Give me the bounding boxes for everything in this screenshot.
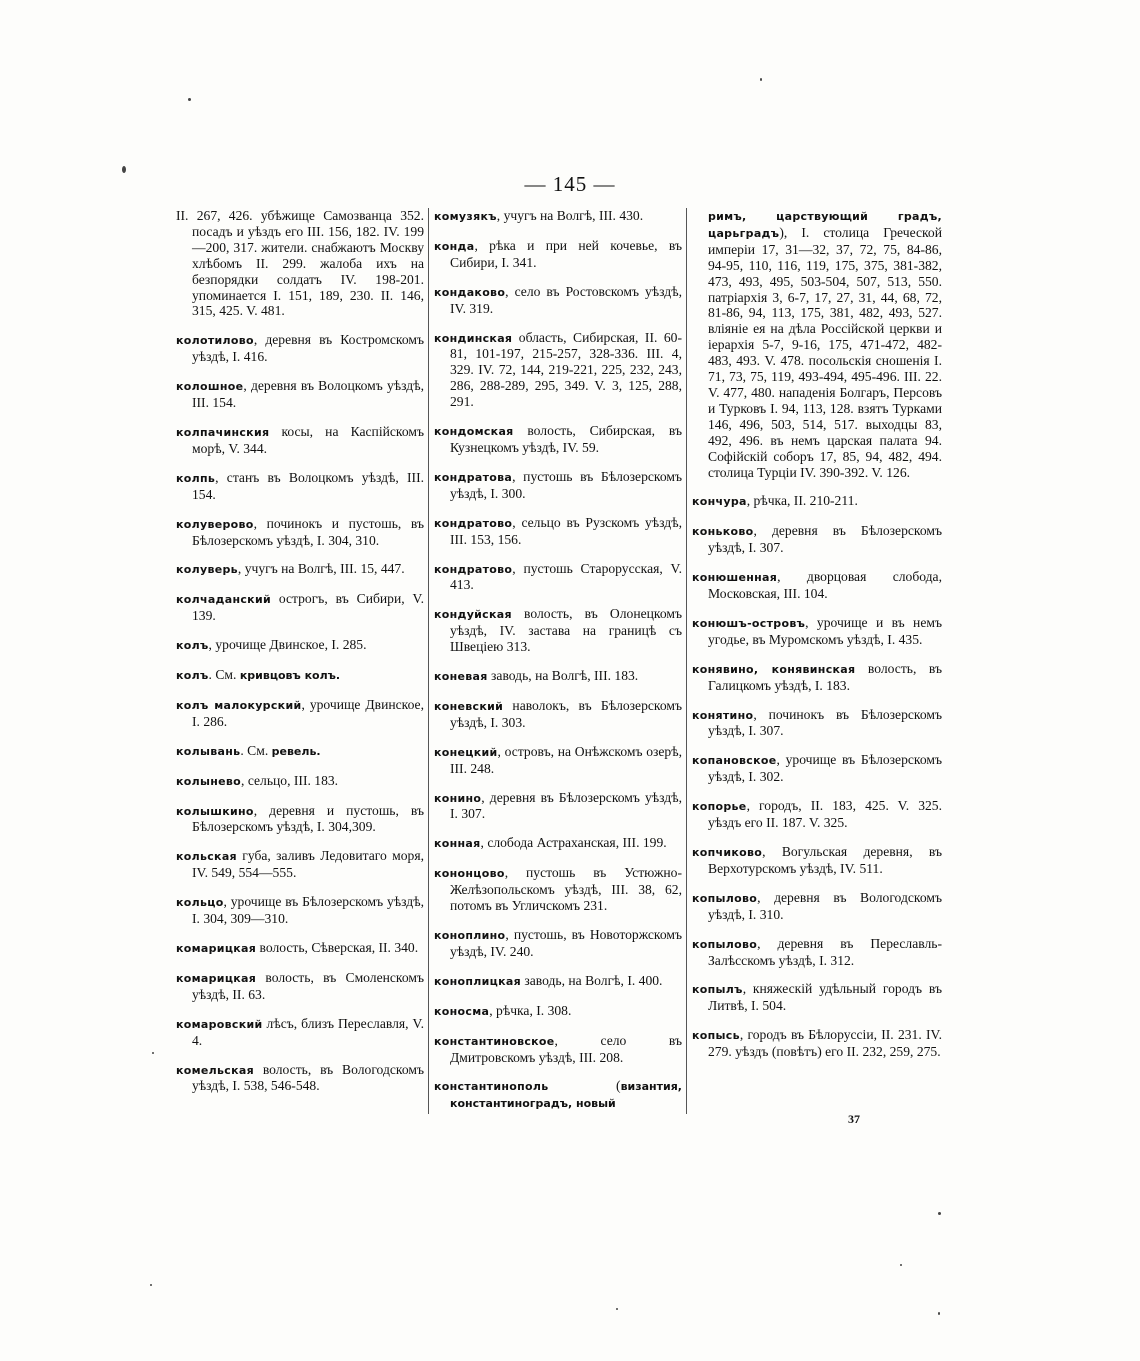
- entry-headword: конино: [434, 791, 482, 805]
- entry-headword: комарицкая: [176, 942, 257, 955]
- entry-headword: коносма: [434, 1004, 490, 1018]
- index-entry: [692, 707, 942, 740]
- entry-text: волость, въ Галицкомъ уѣздѣ, I. 183.: [708, 660, 943, 693]
- entry-text: волость, въ Смоленскомъ уѣздѣ, II. 63.: [192, 969, 424, 1002]
- index-entry: [692, 844, 942, 877]
- index-column-2: [434, 208, 682, 1125]
- entry-headword: кондратова: [434, 470, 513, 484]
- index-column-1: [176, 208, 424, 1107]
- entry-headword: коноплицкая: [434, 974, 521, 988]
- entry-text: II. 267, 426. убѣжище Самозванца 352. посадъ и уѣздъ его III. 156, 182. IV. 199—200, 317. жители. снабжаютъ Москву хлѣбомъ II. 299. жалоба ихъ на безпорядки солдатъ IV. 198-201. упоминается I. 151, 189, 230. II. 146, 315, 425. V. 481.: [176, 208, 424, 319]
- entry-headword: копылово: [692, 937, 758, 951]
- entry-text: (: [548, 1078, 621, 1094]
- index-entry: [434, 330, 682, 411]
- scan-speck: [900, 1264, 902, 1266]
- entry-headword: комузякъ: [434, 210, 497, 223]
- entry-text: , островъ, на Онѣжскомъ озерѣ, III. 248.: [450, 743, 682, 776]
- scan-speck: [122, 166, 126, 173]
- entry-text: губа, заливъ Ледовитаго моря, IV. 549, 554—555.: [192, 848, 424, 881]
- entry-text: , сельцо въ Рузскомъ уѣздѣ, III. 153, 156.: [450, 514, 682, 547]
- index-entry: [176, 894, 424, 927]
- entry-cross-reference: византия, константиноградъ, новый: [450, 1080, 682, 1111]
- index-entry: [176, 378, 424, 411]
- entry-cross-reference: кривцовъ колъ.: [239, 669, 341, 683]
- entry-headword: кончура: [692, 495, 747, 509]
- index-entry: [692, 981, 942, 1014]
- index-entry: [176, 470, 424, 503]
- entry-headword: конюшъ-островъ: [692, 616, 806, 630]
- entry-headword: римъ, царствующий градъ, царьградъ: [708, 210, 942, 240]
- entry-text: , деревня въ Волоцкомъ уѣздѣ, III. 154.: [192, 378, 424, 411]
- entry-text: , пустошь въ Бѣлозерскомъ уѣздѣ, I. 300.: [450, 468, 682, 501]
- index-entry: [434, 238, 682, 271]
- index-entry: [434, 561, 682, 594]
- entry-headword: кондинская: [434, 331, 513, 345]
- entry-text: заводь, на Волгѣ, III. 183.: [487, 668, 639, 684]
- index-entry: [176, 424, 424, 457]
- scan-speck: [938, 1212, 941, 1215]
- index-entry: [434, 1003, 682, 1020]
- entry-headword: копановское: [692, 754, 777, 768]
- entry-text: , деревня въ Бѣлозерскомъ уѣздѣ, I. 307.: [708, 523, 942, 556]
- entry-text: , пустошь Старорусская, V. 413.: [450, 560, 682, 593]
- index-entry: [176, 1016, 424, 1049]
- scan-speck: [760, 78, 762, 81]
- entry-text: , учугъ на Волгѣ, III. 430.: [496, 208, 644, 223]
- entry-headword: колчаданский: [176, 593, 271, 607]
- entry-text: , деревня въ Костромскомъ уѣздѣ, I. 416.: [192, 332, 424, 365]
- entry-text: наволокъ, въ Бѣлозерскомъ уѣздѣ, I. 303.: [450, 697, 682, 730]
- entry-text: , станъ въ Волоцкомъ уѣздѣ, III. 154.: [192, 469, 424, 502]
- entry-text: , деревня въ Вологодскомъ уѣздѣ, I. 310.: [708, 889, 942, 922]
- entry-headword: колуверь: [176, 563, 238, 577]
- entry-text: косы, на Каспійскомъ морѣ, V. 344.: [192, 423, 424, 456]
- entry-text: , урочище Двинское, I. 286.: [192, 696, 424, 729]
- index-entry: [176, 773, 424, 790]
- index-entry: [692, 890, 942, 923]
- entry-headword: комельская: [176, 1063, 254, 1077]
- column-rule: [428, 208, 429, 1114]
- index-entry: [176, 940, 424, 957]
- entry-headword: кольская: [176, 850, 237, 864]
- entry-text: волость, Сибирская, въ Кузнецкомъ уѣздѣ, IV. 59.: [450, 423, 682, 455]
- entry-headword: колъ малокурский: [176, 698, 302, 712]
- entry-headword: конная: [434, 837, 481, 851]
- index-entry: [434, 1033, 682, 1066]
- entry-headword: колынево: [176, 774, 242, 788]
- entry-text: , дворцовая слобода, Московская, III. 104.: [708, 569, 942, 602]
- entry-headword: колотилово: [176, 334, 254, 348]
- entry-text: , деревня въ Переславль-Залѣсскомъ уѣздѣ, I. 312.: [708, 935, 942, 968]
- entry-headword: конявино, конявинская: [692, 662, 856, 676]
- scan-speck: [150, 1284, 152, 1286]
- entry-text: волость, въ Олонецкомъ уѣздѣ, IV. застава на границѣ съ Швеціею 313.: [450, 606, 682, 655]
- index-entry: [692, 798, 942, 831]
- entry-headword: колышкино: [176, 804, 254, 818]
- entry-headword: конюшенная: [692, 571, 778, 585]
- entry-text: , рѣчка, II. 210-211.: [746, 493, 858, 509]
- index-entry: [434, 927, 682, 960]
- entry-text: , Вогульская деревня, въ Верхотурскомъ уѣздѣ, IV. 511.: [708, 844, 942, 876]
- index-entry: [434, 835, 682, 852]
- scan-speck: [188, 98, 191, 101]
- entry-text: . См.: [208, 667, 240, 683]
- index-entry: [692, 1027, 942, 1060]
- entry-text: , урочище въ Бѣлозерскомъ уѣздѣ, I. 302.: [708, 752, 942, 785]
- entry-headword: коньково: [692, 525, 754, 539]
- entry-text: , учугъ на Волгѣ, III. 15, 447.: [237, 561, 405, 577]
- entry-text: , городъ, II. 183, 425. V. 325. уѣздъ его II. 187. V. 325.: [708, 798, 942, 831]
- index-entry: [692, 752, 942, 785]
- index-entry: [692, 569, 942, 602]
- entry-headword: копылъ: [692, 983, 743, 997]
- signature-mark: 37: [848, 1112, 860, 1126]
- index-entry: [434, 1078, 682, 1112]
- entry-text: , село въ Дмитровскомъ уѣздѣ, III. 208.: [450, 1032, 682, 1065]
- index-entry: [176, 970, 424, 1003]
- index-entry: [176, 561, 424, 578]
- entry-headword: кононцово: [434, 867, 505, 881]
- entry-headword: коневая: [434, 670, 488, 684]
- entry-text: , сельцо, III. 183.: [241, 772, 339, 788]
- index-entry: [176, 208, 424, 319]
- entry-headword: коноплино: [434, 929, 506, 942]
- index-entry: [434, 698, 682, 731]
- index-entry: [176, 1062, 424, 1095]
- index-entry: [434, 423, 682, 456]
- entry-text: , урочище Двинское, I. 285.: [208, 637, 367, 653]
- entry-headword: коневский: [434, 699, 504, 713]
- entry-text: , рѣчка, I. 308.: [489, 1002, 572, 1018]
- column-rule: [686, 208, 687, 1114]
- entry-text: лѣсъ, близъ Переславля, V. 4.: [192, 1015, 424, 1048]
- scan-speck: [938, 1312, 940, 1315]
- index-entry: [692, 523, 942, 556]
- entry-headword: конецкий: [434, 745, 498, 759]
- entry-headword: копылово: [692, 891, 758, 905]
- index-entry: [176, 848, 424, 881]
- entry-text: , починокъ въ Бѣлозерскомъ уѣздѣ, I. 307.: [708, 706, 942, 739]
- entry-text: волость, въ Вологодскомъ уѣздѣ, I. 538, 546-548.: [192, 1061, 424, 1094]
- entry-headword: колуверово: [176, 517, 254, 531]
- entry-headword: кондуйская: [434, 608, 512, 622]
- entry-headword: конятино: [692, 708, 754, 722]
- index-entry: [176, 516, 424, 549]
- scan-speck: [152, 1052, 154, 1054]
- entry-text: волость, Сѣверская, II. 340.: [256, 940, 419, 955]
- index-entry: [692, 493, 942, 510]
- entry-headword: колпь: [176, 471, 216, 485]
- entry-text: , пустошь, въ Новоторжскомъ уѣздѣ, IV. 240.: [450, 927, 682, 959]
- entry-text: ), I. столица Греческой имперіи 17, 31—32, 37, 72, 75, 84-86, 94-95, 110, 116, 119, 175, 375, 381-382, 473, 493, 495, 503-504, 507, 513, 550. патріархія 3, 6-7, 17, 27, 31, 44, 68, 72, 81-86, 94, 113, 175, 381, 482, 493, 527. вліяніе ея на дѣла Россійской церкви и іерархія 5-7, 9-16, 175, 471-472, 482-483, 493. V. 478. посольскія сношенія I. 71, 73, 75, 119, 493-494, 495-496. III. 22. V. 477, 480. нападенія Болгаръ, Персовъ и Турковъ I. 94, 113, 128. взятъ Турками 146, 496, 503, 514, 517. выходцы 83, 492, 496. въ немъ царская палата 94. Софійскій соборъ 17, 85, 94, 482, 494. столица Турціи IV. 390-392. V. 126.: [708, 224, 942, 480]
- index-entry: [176, 637, 424, 654]
- entry-headword: кольцо: [176, 896, 224, 910]
- index-column-3: [692, 208, 942, 1073]
- index-entry: [176, 667, 424, 684]
- entry-headword: колъ: [176, 669, 209, 683]
- entry-text: , пустошь въ Устюжно-Желѣзопольскомъ уѣздѣ, III. 38, 62, потомъ въ Угличскомъ 231.: [450, 865, 682, 914]
- entry-headword: кондаково: [434, 285, 506, 299]
- entry-text: , урочище и въ немъ угодье, въ Муромскомъ уѣздѣ, I. 435.: [708, 614, 942, 647]
- entry-headword: кондратово: [434, 562, 513, 576]
- index-entry: [176, 697, 424, 730]
- index-entry: [434, 515, 682, 548]
- index-entry: [434, 606, 682, 655]
- entry-headword: колошное: [176, 380, 244, 394]
- entry-text: , деревня въ Бѣлозерскомъ уѣздѣ, I. 307.: [450, 789, 682, 822]
- entry-headword: константинополь: [434, 1080, 549, 1094]
- index-entry: [692, 208, 942, 480]
- entry-text: , урочище въ Бѣлозерскомъ уѣздѣ, I. 304, 309—310.: [192, 894, 424, 927]
- index-entry: [692, 615, 942, 648]
- entry-text: , починокъ и пустошь, въ Бѣлозерскомъ уѣздѣ, I. 304, 310.: [192, 515, 424, 548]
- index-entry: [434, 208, 682, 225]
- entry-headword: копчиково: [692, 846, 763, 859]
- index-entry: [434, 865, 682, 914]
- index-entry: [176, 332, 424, 365]
- index-entry: [176, 591, 424, 624]
- index-entry: [176, 803, 424, 836]
- entry-text: , рѣка и при ней кочевье, въ Сибири, I. 341.: [450, 237, 682, 270]
- entry-headword: комаровский: [176, 1017, 263, 1031]
- entry-headword: колъ: [176, 639, 209, 653]
- entry-text: , слобода Астраханская, III. 199.: [480, 835, 667, 851]
- index-entry: [434, 744, 682, 777]
- entry-cross-reference: ревель.: [271, 744, 321, 758]
- index-entry: [692, 661, 942, 694]
- entry-text: , село въ Ростовскомъ уѣздѣ, IV. 319.: [450, 283, 682, 316]
- scan-speck: [616, 1308, 618, 1310]
- entry-headword: комарицкая: [176, 971, 257, 985]
- entry-headword: кондомская: [434, 425, 514, 439]
- entry-text: , княжескій удѣльный городъ въ Литвѣ, I. 504.: [708, 981, 942, 1014]
- entry-text: заводь, на Волгѣ, I. 400.: [520, 972, 663, 988]
- entry-text: , городъ въ Бѣлоруссіи, II. 231. IV. 279. уѣздъ (повѣтъ) его II. 232, 259, 275.: [708, 1027, 942, 1060]
- index-entry: [692, 936, 942, 969]
- entry-headword: копорье: [692, 800, 747, 814]
- entry-headword: копысь: [692, 1029, 740, 1043]
- index-entry: [434, 469, 682, 502]
- entry-text: . См.: [240, 742, 272, 758]
- index-entry: [434, 668, 682, 685]
- entry-headword: колпачинския: [176, 425, 270, 439]
- index-entry: [434, 284, 682, 317]
- index-entry: [434, 973, 682, 990]
- page-number: — 145 —: [524, 172, 616, 196]
- index-entry: [434, 790, 682, 823]
- entry-headword: колывань: [176, 744, 241, 758]
- entry-text: острогъ, въ Сибири, V. 139.: [192, 591, 424, 624]
- index-entry: [176, 743, 424, 760]
- entry-text: , деревня и пустошь, въ Бѣлозерскомъ уѣздѣ, I. 304,309.: [192, 802, 424, 835]
- entry-headword: константиновское: [434, 1034, 555, 1048]
- entry-headword: конда: [434, 239, 475, 253]
- entry-text: область, Сибирская, II. 60-81, 101-197, 215-257, 328-336. III. 4, 329. IV. 72, 144, 219-221, 225, 232, 243, 286, 288-289, 295, 349. V. 3, 125, 288, 291.: [450, 329, 682, 410]
- entry-headword: кондратово: [434, 516, 513, 530]
